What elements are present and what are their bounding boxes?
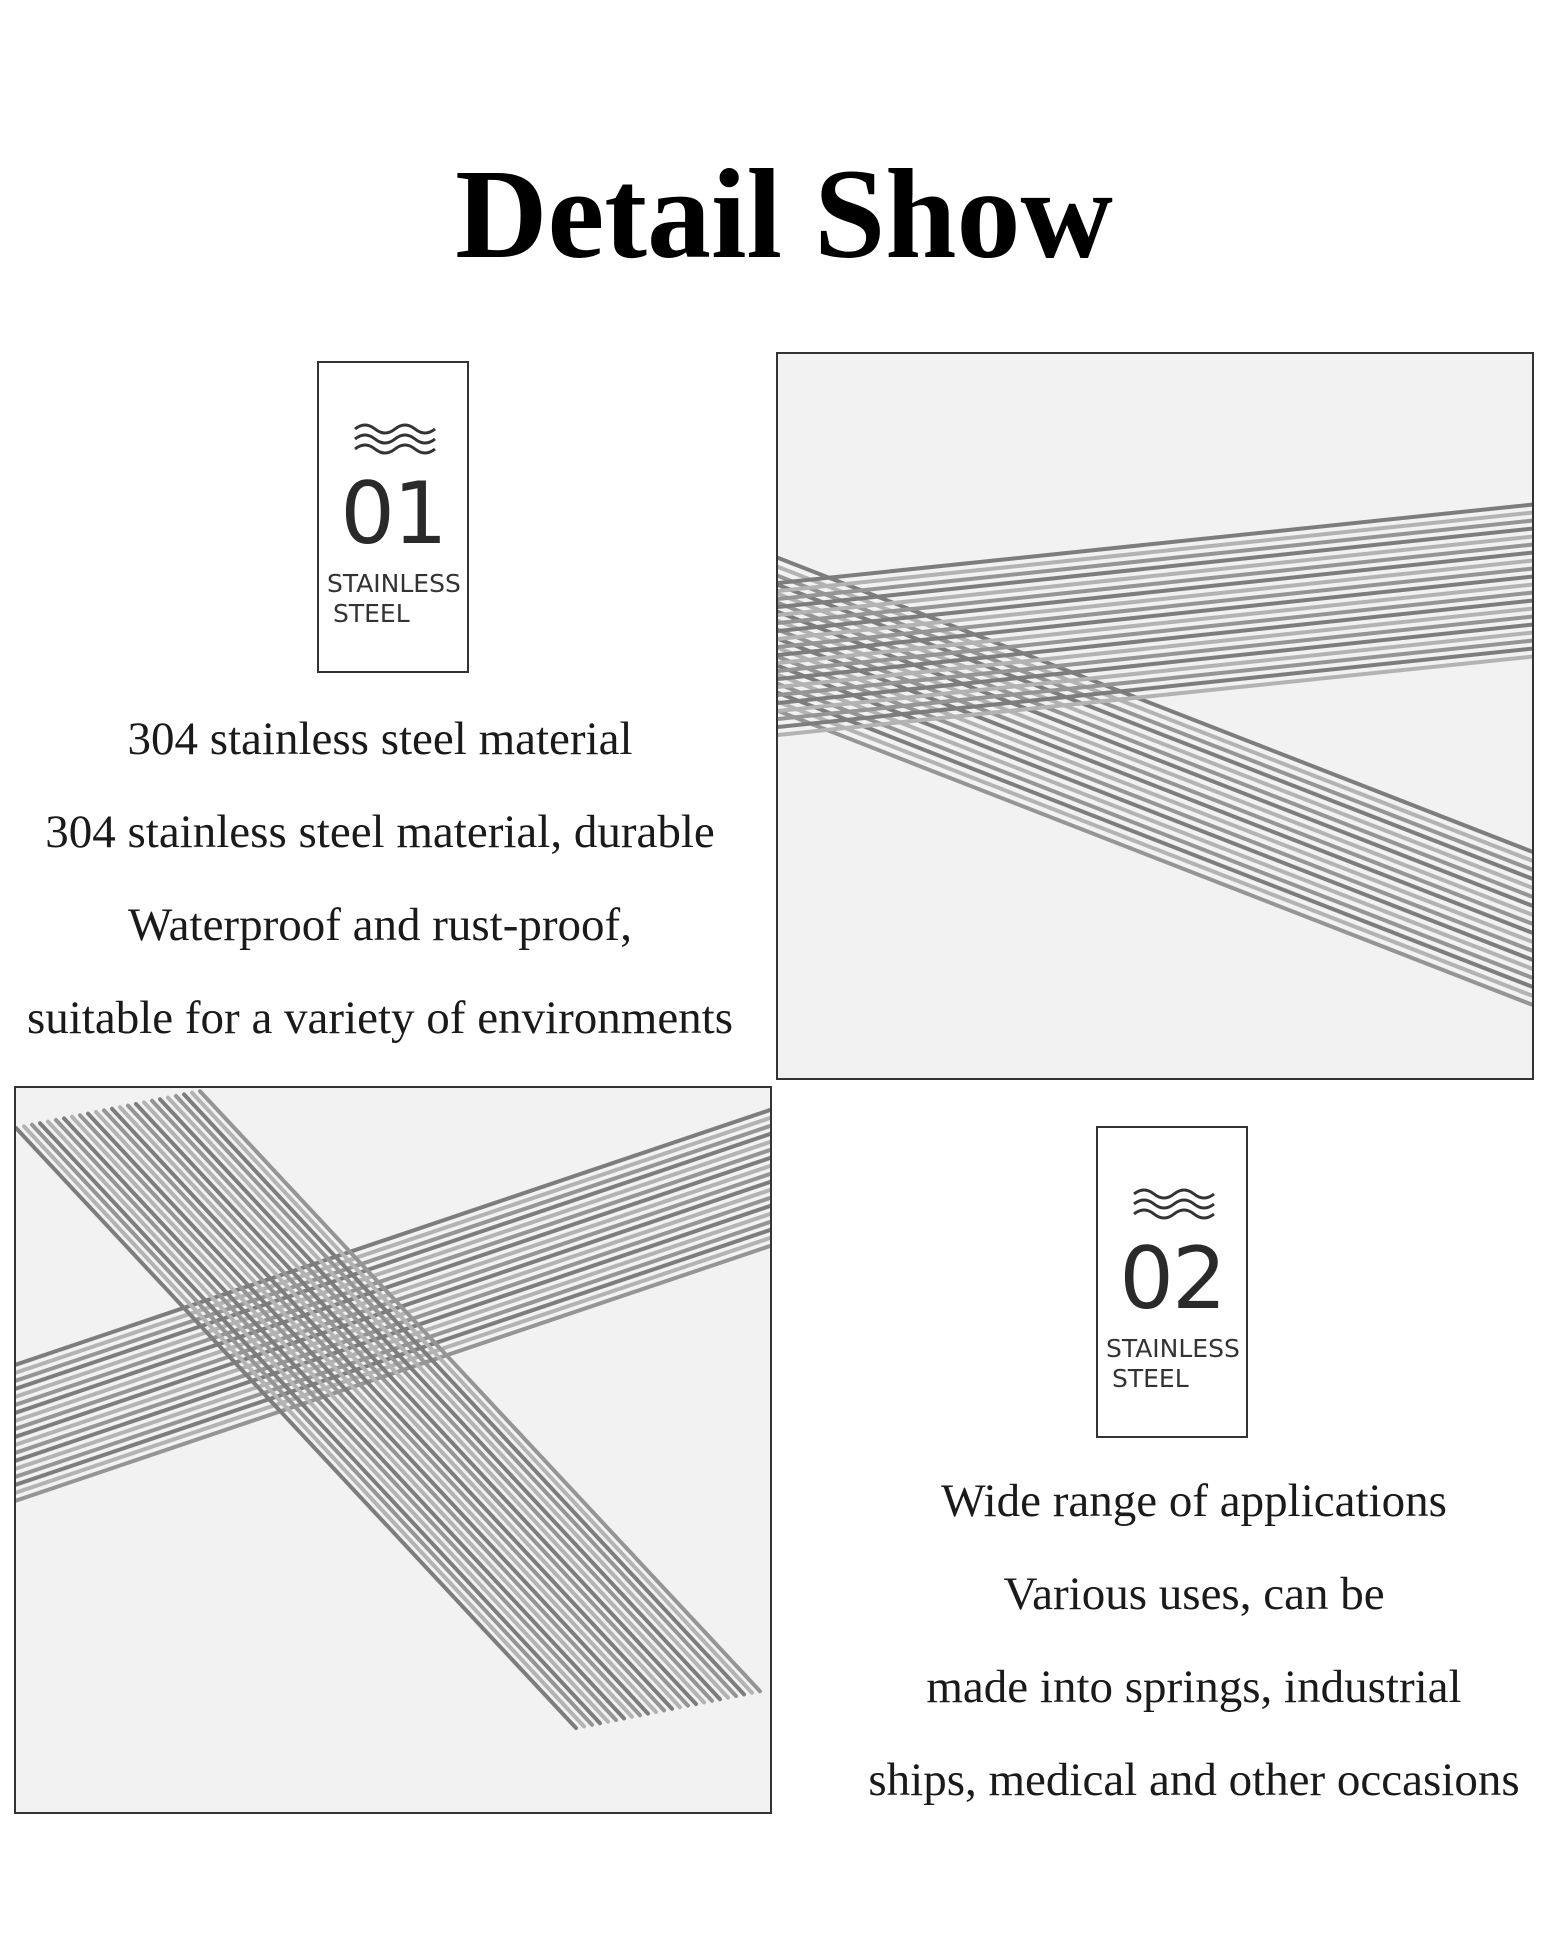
desc-line: Waterproof and rust-proof,: [128, 899, 632, 951]
rods-photo-2: [14, 1086, 772, 1814]
rod-bundle: [16, 1091, 760, 1728]
waves-icon: [353, 421, 437, 457]
desc-line: made into springs, industrial: [926, 1661, 1462, 1713]
desc-line: Wide range of applications: [941, 1475, 1447, 1527]
section-2-description: [820, 1455, 1568, 1827]
badge-number: 01: [340, 464, 446, 564]
desc-line: ships, medical and other occasions: [868, 1754, 1520, 1806]
waves-icon: [1132, 1186, 1216, 1222]
desc-line: Various uses, can be: [1003, 1568, 1385, 1620]
badge-caption: STAINLESS STEEL: [327, 569, 461, 628]
rod-bundle: [778, 504, 1532, 736]
rods-photo-1: [776, 352, 1534, 1080]
steel-rods-image: [16, 1088, 770, 1812]
steel-rods-image: [778, 354, 1532, 1078]
badge-02: [1096, 1126, 1248, 1438]
page-title: Detail Show: [455, 143, 1113, 285]
section-1-description: [0, 693, 760, 1065]
badge-caption: STAINLESS STEEL: [1106, 1334, 1240, 1393]
desc-line: 304 stainless steel material: [127, 713, 633, 765]
badge-number: 02: [1119, 1229, 1225, 1329]
desc-line: 304 stainless steel material, durable: [45, 806, 715, 858]
badge-01: [317, 361, 469, 673]
desc-line: suitable for a variety of environments: [26, 992, 734, 1044]
